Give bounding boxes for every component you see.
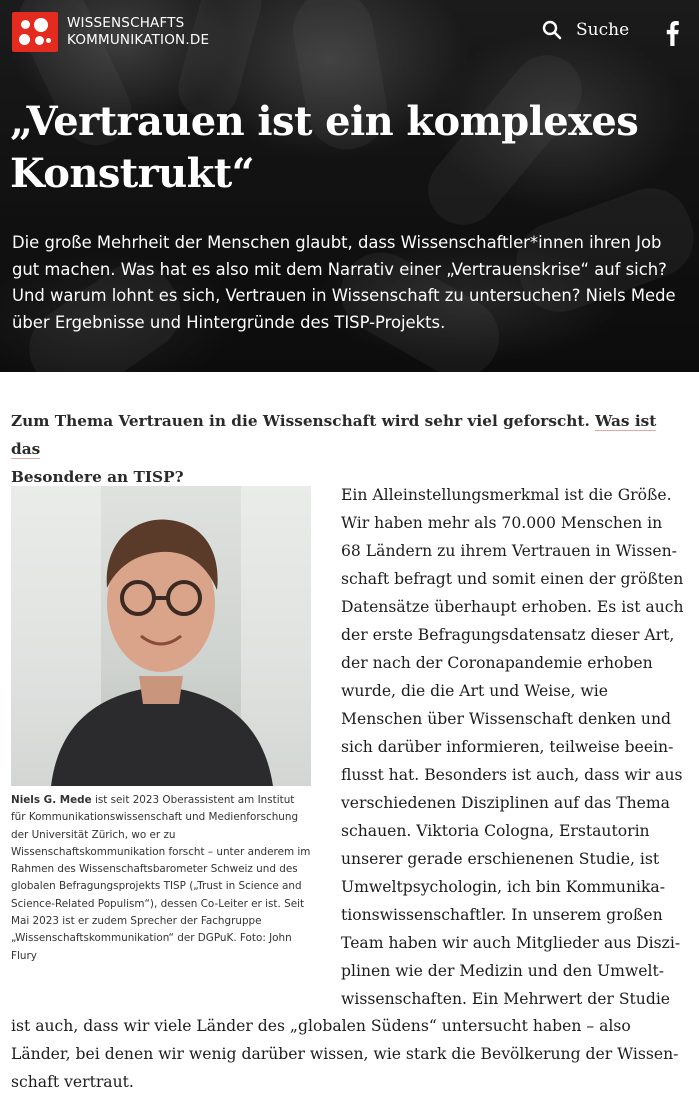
logo-mark-icon — [12, 12, 58, 52]
answer-line: flusst hat. Besonders ist auch, dass wir aus — [341, 766, 683, 784]
answer-line: Länder, bei denen wir wenig darüber wissen, wie stark die Bevölkerung der Wissen- — [11, 1045, 679, 1063]
answer-line: schaft befragt und somit einen der größten — [341, 570, 684, 588]
answer-paragraph-column — [341, 481, 683, 1013]
answer-line: der erste Befragungsdatensatz dieser Art, — [341, 626, 675, 644]
answer-line: Wir haben mehr als 70.000 Menschen in — [341, 514, 663, 532]
page-title: „Vertrauen ist ein komplexes Konstrukt“ — [10, 98, 639, 197]
answer-line: Umweltpsychologin, ich bin Kommunika- — [341, 878, 665, 896]
answer-line: sich darüber informieren, teilweise beein- — [341, 738, 674, 756]
site-logo[interactable] — [12, 12, 209, 52]
question-mark: ? — [174, 468, 184, 486]
answer-line: Menschen über Wissenschaft denken und — [341, 710, 671, 728]
answer-line: wissenschaften. Ein Mehrwert der Studie — [341, 990, 671, 1008]
answer-line: tionswissenschaftler. In unserem großen — [341, 906, 663, 924]
author-photo — [11, 486, 311, 786]
portrait-illustration — [11, 486, 311, 786]
search-label: Suche — [576, 20, 630, 40]
answer-line: wurde, die die Art und Weise, wie — [341, 682, 608, 700]
answer-line: ist auch, dass wir viele Länder des „globalen Südens“ untersucht haben – also — [11, 1017, 631, 1035]
answer-line: Datensätze überhaupt erhoben. Es ist auch — [341, 598, 684, 616]
logo-wordmark — [67, 15, 209, 49]
question-highlight-1: Was ist das — [11, 412, 657, 458]
answer-line: Team haben wir auch Mitglieder aus Diszi- — [341, 934, 681, 952]
search-button[interactable] — [542, 20, 629, 40]
photo-caption — [11, 792, 311, 965]
article-lead: Die große Mehrheit der Menschen glaubt, dass Wissenschaftler*innen ihren Job gut machen. Was hat es also mit dem Narrativ einer „Vertrauenskrise“ auf sich? Und warum lohnt es sich, Vertrauen in Wissenschaft zu untersuchen? Niels Mede über Ergebnisse und Hintergründe des TISP-Projekts. — [12, 233, 676, 332]
answer-line: plinen wie der Medizin und den Umwelt- — [341, 962, 664, 980]
caption-name: Niels G. Mede — [11, 794, 92, 806]
answer-line: schaft vertraut. — [11, 1073, 134, 1091]
author-figure — [11, 486, 311, 965]
answer-line: verschiedenen Disziplinen auf das Thema — [341, 794, 670, 812]
logo-line-2: KOMMUNIKATION.DE — [67, 32, 210, 48]
facebook-icon[interactable] — [664, 20, 680, 46]
answer-line: 68 Ländern zu ihrem Vertrauen in Wissen- — [341, 542, 677, 560]
hero-banner — [0, 0, 699, 372]
answer-line: Ein Alleinstellungsmerkmal ist die Größe. — [341, 486, 672, 504]
interview-question — [11, 407, 681, 491]
answer-paragraph-continued — [11, 1012, 691, 1096]
logo-line-1: WISSENSCHAFTS — [67, 15, 185, 31]
caption-text: ist seit 2023 Oberassistent am Institut für Kommunikationswissenschaft und Medienforschung der Universität Zürich, wo er zu Wissenschaftskommunikation forscht – unter anderem im Rahmen des Wissenschaftsbarometer Schweiz und des globalen Befragungsprojekts TISP („Trust in Science and Science-Related Populism“), dessen Co-Leiter er ist. Seit Mai 2023 ist er zudem Sprecher der Fachgruppe „Wissenschaftskommunikation“ der DGPuK. Foto: John Flury — [11, 794, 311, 962]
question-text: Zum Thema Vertrauen in die Wissenschaft wird sehr viel geforscht. — [11, 412, 596, 430]
question-highlight-2: Besondere an TISP — [11, 468, 175, 486]
search-icon — [542, 20, 562, 40]
answer-line: unserer gerade erschienenen Studie, ist — [341, 850, 660, 868]
answer-line: schauen. Viktoria Cologna, Erstautorin — [341, 822, 650, 840]
answer-line: der nach der Coronapandemie erhoben — [341, 654, 653, 672]
top-navigation — [0, 0, 699, 68]
